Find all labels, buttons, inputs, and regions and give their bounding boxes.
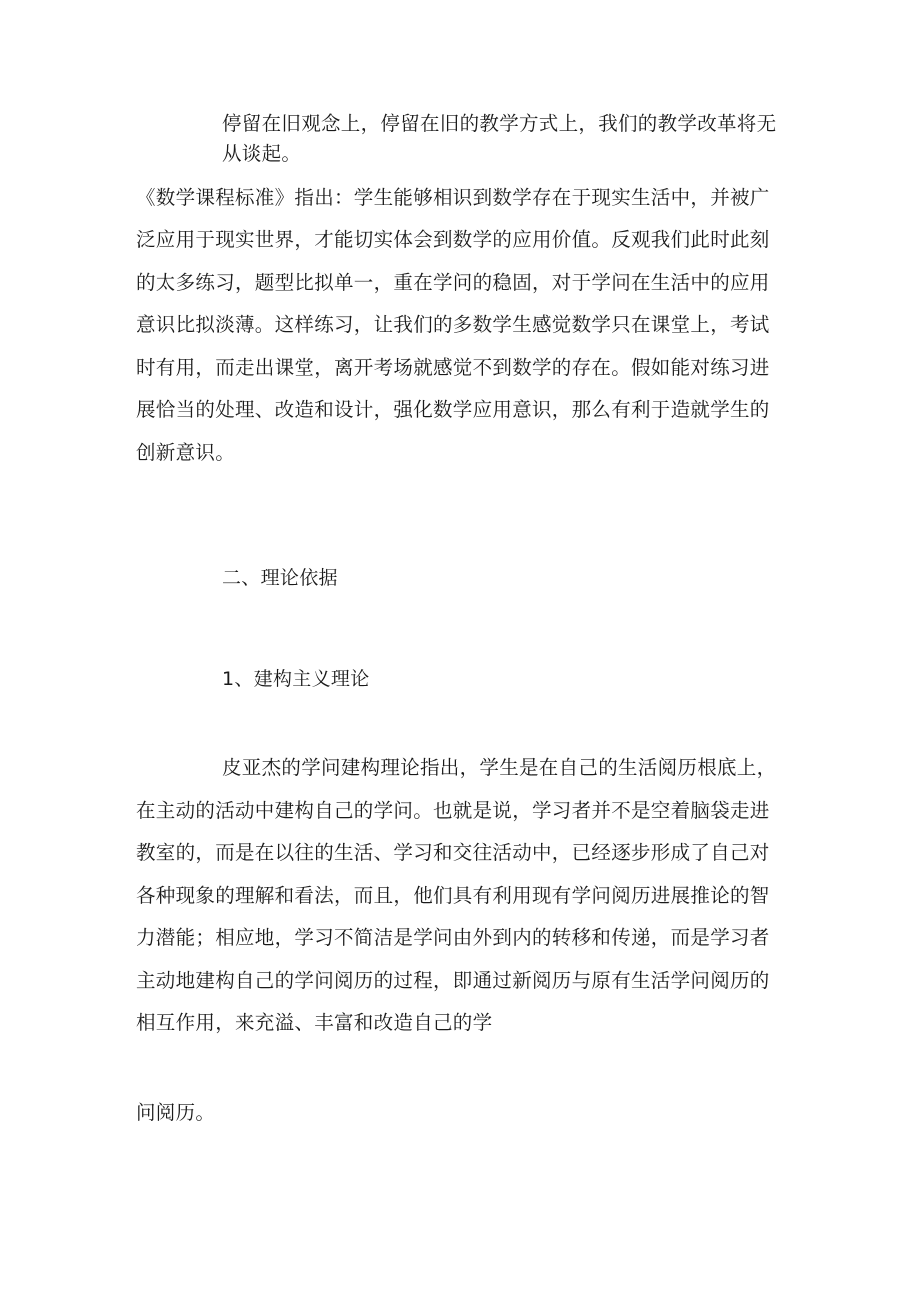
paragraph-line: 从谈起。 <box>222 142 302 165</box>
trailing-line: 问阅历。 <box>136 1101 216 1124</box>
paragraph-line: 《数学课程标准》指出：学生能够相识到数学存在于现实生活中，并被广 <box>136 186 770 209</box>
paragraph-line: 创新意识。 <box>136 441 236 464</box>
paragraph-line: 各种现象的理解和看法，而且，他们具有利用现有学问阅历进展推论的智 <box>136 884 770 907</box>
paragraph-line: 相互作用，来充溢、丰富和改造自己的学 <box>136 1011 493 1034</box>
subsection-heading: 1、建构主义理论 <box>222 668 370 690</box>
paragraph-line: 意识比拟淡薄。这样练习，让我们的多数学生感觉数学只在课堂上，考试 <box>136 313 770 336</box>
paragraph-line: 力潜能；相应地，学习不简洁是学问由外到内的转移和传递，而是学习者 <box>136 926 770 949</box>
paragraph-line: 皮亚杰的学问建构理论指出，学生是在自己的生活阅历根底上， <box>222 756 777 779</box>
paragraph-line: 停留在旧观念上，停留在旧的教学方式上，我们的教学改革将无 <box>222 112 777 135</box>
paragraph-line: 教室的，而是在以往的生活、学习和交往活动中，已经逐步形成了自己对 <box>136 841 770 864</box>
paragraph-line: 的太多练习，题型比拟单一，重在学问的稳固，对于学问在生活中的应用 <box>136 271 770 294</box>
paragraph-line: 主动地建构自己的学问阅历的过程，即通过新阅历与原有生活学问阅历的 <box>136 969 770 992</box>
paragraph-line: 在主动的活动中建构自己的学问。也就是说，学习者并不是空着脑袋走进 <box>136 799 770 822</box>
paragraph-line: 展恰当的处理、改造和设计，强化数学应用意识，那么有利于造就学生的 <box>136 398 770 421</box>
paragraph-line: 时有用，而走出课堂，离开考场就感觉不到数学的存在。假如能对练习进 <box>136 356 770 379</box>
paragraph-line: 泛应用于现实世界，才能切实体会到数学的应用价值。反观我们此时此刻 <box>136 228 770 251</box>
section-heading: 二、理论依据 <box>222 567 338 589</box>
